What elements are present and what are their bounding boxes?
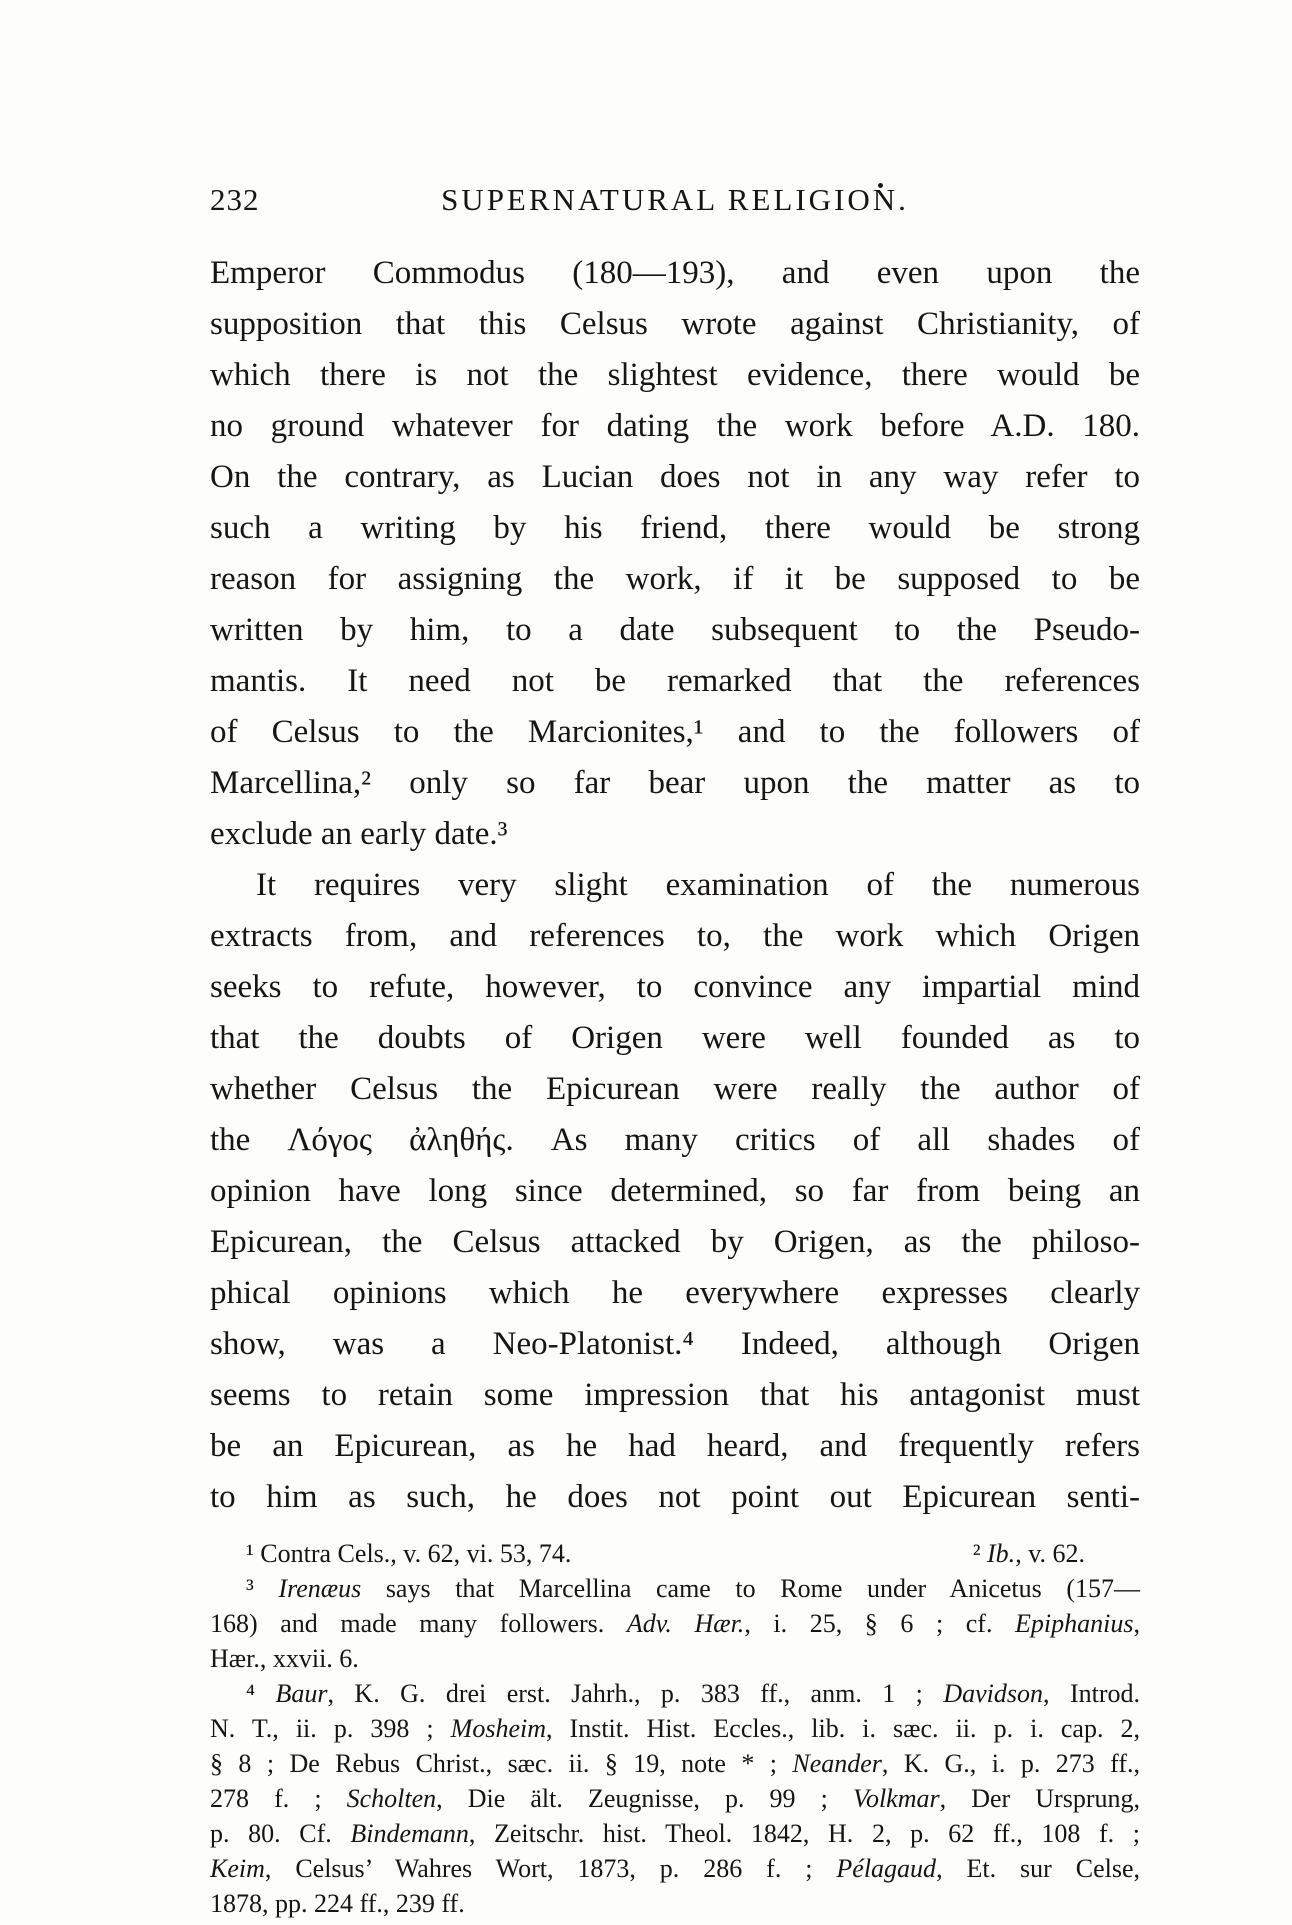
body-line: to him as such, he does not point out Epicurean senti-: [210, 1479, 1140, 1515]
body-line: whether Celsus the Epicurean were really the author of: [210, 1071, 1140, 1107]
running-title: SUPERNATURAL RELIGION.: [441, 182, 909, 217]
footnote-line: 278 f. ; Scholten, Die ält. Zeugnisse, p. 99 ; Volkmar, Der Ursprung,: [210, 1784, 1140, 1813]
body-line: Epicurean, the Celsus attacked by Origen, as the philoso-: [210, 1224, 1140, 1260]
body-line: be an Epicurean, as he had heard, and frequently refers: [210, 1428, 1140, 1464]
body-line: show, was a Neo-Platonist.⁴ Indeed, although Origen: [210, 1326, 1140, 1362]
body-line: mantis. It need not be remarked that the references: [210, 663, 1140, 699]
body-line: the Λόγος ἀληθής. As many critics of all shades of: [210, 1122, 1140, 1158]
body-line: It requires very slight examination of the numerous: [256, 867, 1140, 903]
body-line: exclude an early date.³: [210, 816, 508, 852]
footnote-line: Keim, Celsus’ Wahres Wort, 1873, p. 286 f. ; Pélagaud, Et. sur Celse,: [210, 1854, 1140, 1883]
body-line: Marcellina,² only so far bear upon the matter as to: [210, 765, 1140, 801]
footnote-line: [210, 1536, 1140, 1571]
footnote-line: Hær., xxvii. 6.: [210, 1644, 359, 1673]
paragraph-2: [210, 860, 1140, 1523]
paragraph-1: [210, 248, 1140, 860]
footnote-line: ³ Irenæus says that Marcellina came to Rome under Anicetus (157—: [246, 1574, 1141, 1603]
footnotes: [210, 1536, 1140, 1921]
footnote-line: ⁴ Baur, K. G. drei erst. Jahrh., p. 383 ff., anm. 1 ; Davidson, Introd.: [246, 1679, 1140, 1708]
body-line: phical opinions which he everywhere expresses clearly: [210, 1275, 1140, 1311]
footnote-line: p. 80. Cf. Bindemann, Zeitschr. hist. Theol. 1842, H. 2, p. 62 ff., 108 f. ;: [210, 1819, 1141, 1848]
footnote-line: N. T., ii. p. 398 ; Mosheim, Instit. Hist. Eccles., lib. i. sæc. ii. p. i. cap. 2,: [210, 1714, 1140, 1743]
body-line: that the doubts of Origen were well founded as to: [210, 1020, 1140, 1056]
footnote-line: § 8 ; De Rebus Christ., sæc. ii. § 19, note * ; Neander, K. G., i. p. 273 ff.,: [210, 1749, 1141, 1778]
body-line: On the contrary, as Lucian does not in any way refer to: [210, 459, 1140, 495]
body-line: reason for assigning the work, if it be supposed to be: [210, 561, 1140, 597]
body-line: such a writing by his friend, there would be strong: [210, 510, 1140, 546]
body-line: Emperor Commodus (180—193), and even upon the: [210, 255, 1140, 291]
page-number: 232: [210, 182, 260, 217]
page-header: [210, 183, 1140, 219]
body-line: written by him, to a date subsequent to the Pseudo-: [210, 612, 1140, 648]
footnote-line: 1878, pp. 224 ff., 239 ff.: [210, 1889, 465, 1918]
footnote-2: ² Ib., v. 62.: [972, 1539, 1085, 1568]
body-line: which there is not the slightest evidence, there would be: [210, 357, 1140, 393]
footnote-1: ¹ Contra Cels., v. 62, vi. 53, 74.: [246, 1539, 572, 1568]
body-line: extracts from, and references to, the work which Origen: [210, 918, 1140, 954]
body-line: of Celsus to the Marcionites,¹ and to the followers of: [210, 714, 1140, 750]
body-line: no ground whatever for dating the work before A.D. 180.: [210, 408, 1140, 444]
body-line: seeks to refute, however, to convince any impartial mind: [210, 969, 1140, 1005]
body-text: [210, 248, 1140, 1523]
body-line: opinion have long since determined, so far from being an: [210, 1173, 1140, 1209]
body-line: supposition that this Celsus wrote against Christianity, of: [210, 306, 1140, 342]
footnote-line: 168) and made many followers. Adv. Hær., i. 25, § 6 ; cf. Epiphanius,: [210, 1609, 1140, 1638]
body-line: seems to retain some impression that his antagonist must: [210, 1377, 1140, 1413]
